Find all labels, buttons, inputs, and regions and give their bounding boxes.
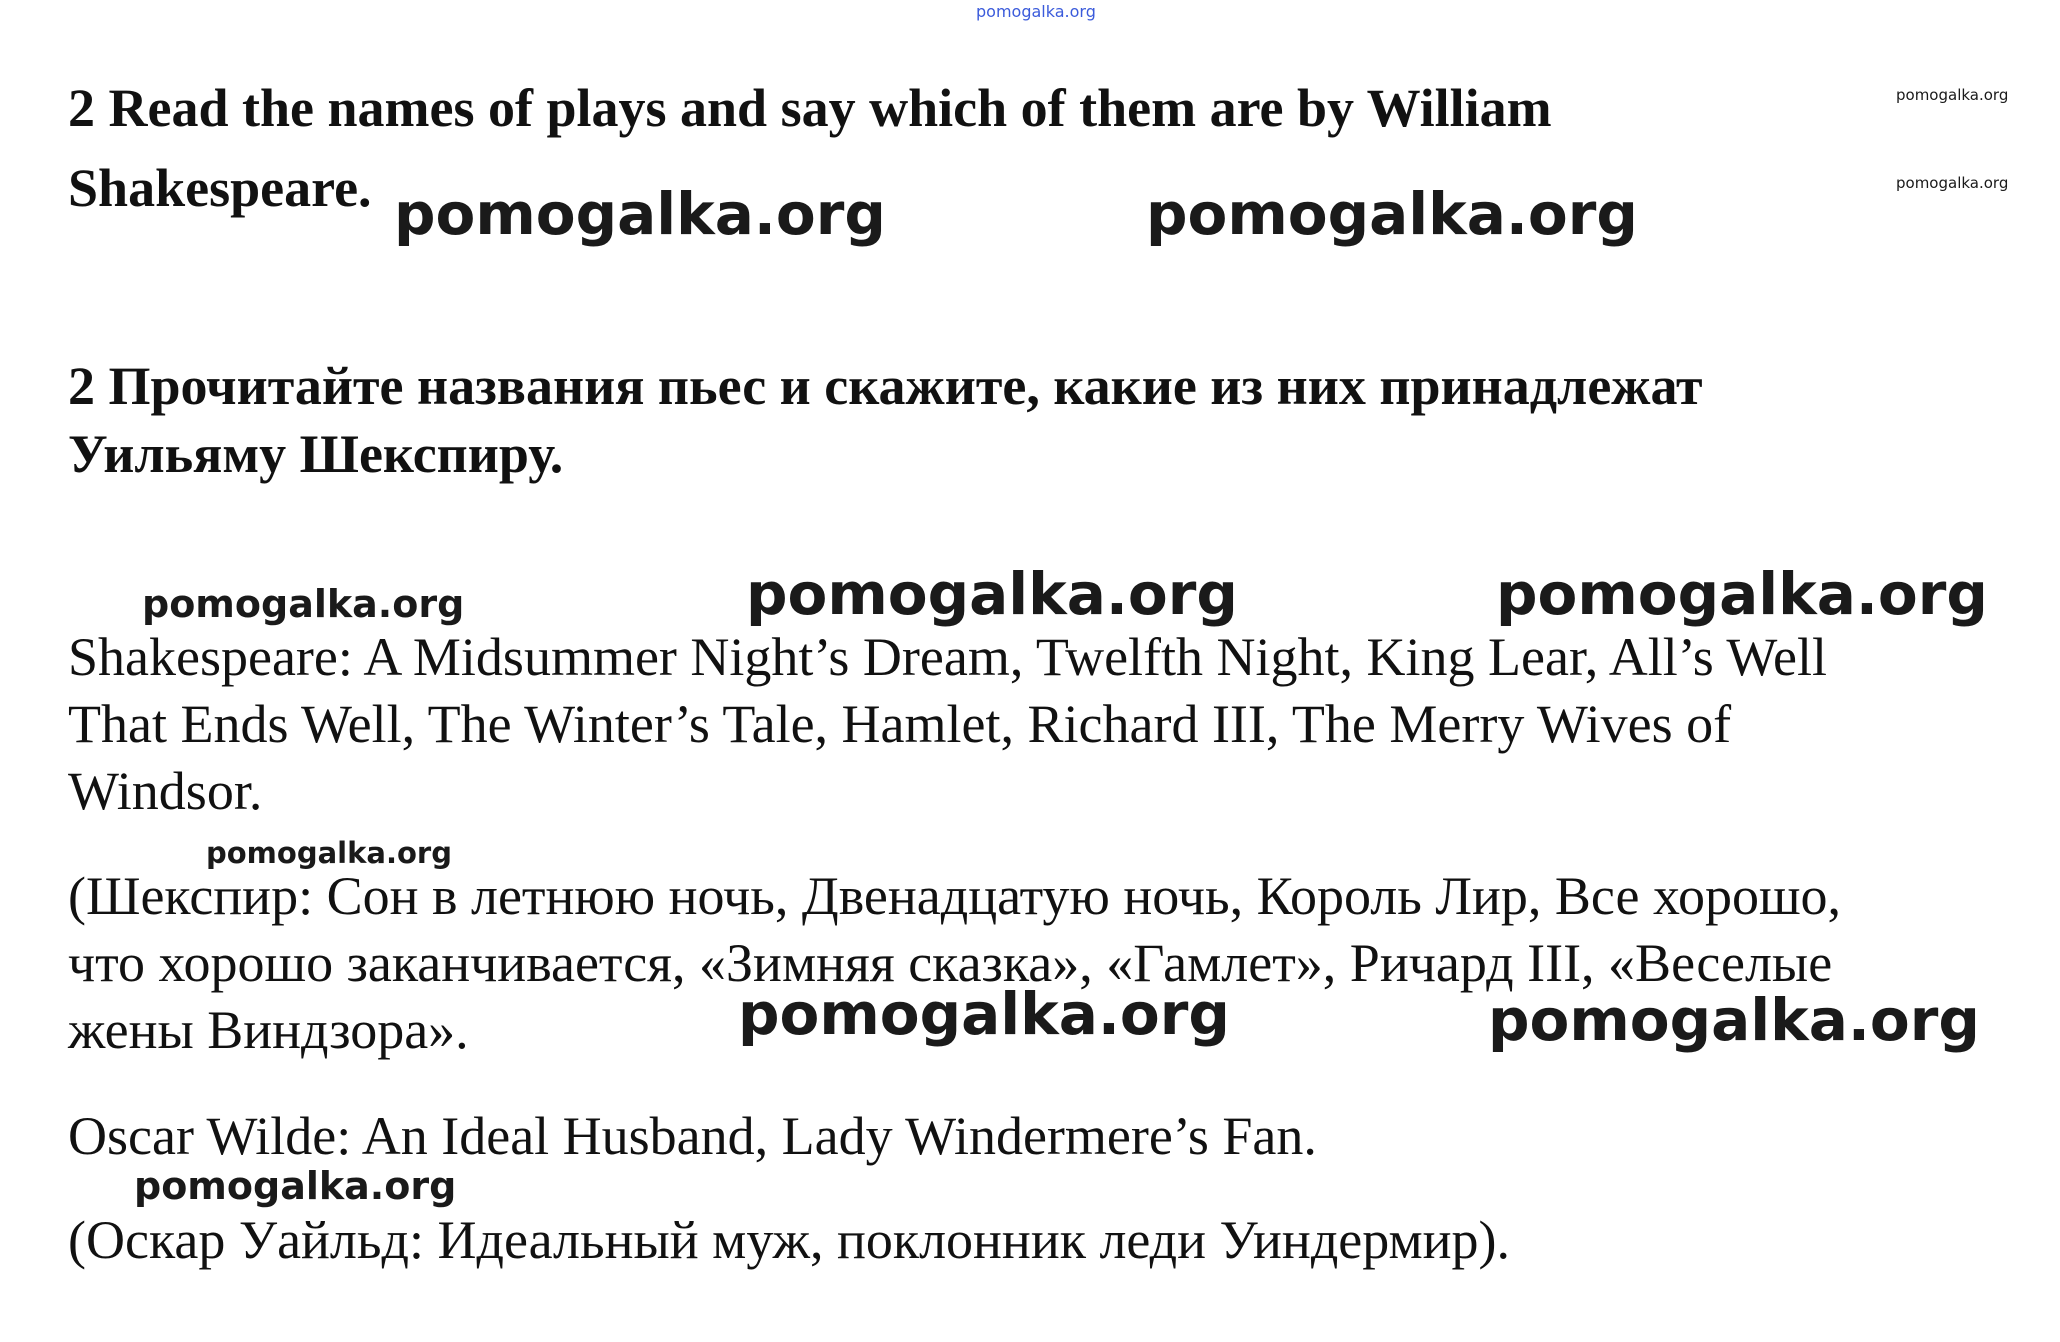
task-heading-ru-line1: 2 Прочитайте названия пьес и скажите, какие из них принадлежат — [68, 356, 1703, 416]
answer-shakespeare-ru-line2: что хорошо заканчивается, «Зимняя сказка», «Гамлет», Ричард III, «Веселые — [68, 933, 1833, 993]
task-heading-en-line1: 2 Read the names of plays and say which of them are by William — [68, 78, 1552, 138]
answer-shakespeare-en-line1: Shakespeare: A Midsummer Night’s Dream, Twelfth Night, King Lear, All’s Well — [68, 627, 1827, 687]
watermark-large-5: pomogalka.org — [738, 980, 1230, 1048]
watermark-large-1: pomogalka.org — [394, 180, 886, 248]
watermark-med-1: pomogalka.org — [142, 582, 465, 626]
answer-shakespeare-en-line2: That Ends Well, The Winter’s Tale, Hamlet, Richard III, The Merry Wives of — [68, 694, 1732, 754]
watermark-large-2: pomogalka.org — [1146, 180, 1638, 248]
answer-shakespeare-ru-line1: (Шекспир: Сон в летнюю ночь, Двенадцатую ночь, Король Лир, Все хорошо, — [68, 866, 1842, 926]
watermark-small-1: pomogalka.org — [206, 836, 452, 870]
watermark-large-3: pomogalka.org — [746, 560, 1238, 628]
answer-wilde-en-line1: Oscar Wilde: An Ideal Husband, Lady Windermere’s Fan. — [68, 1106, 1317, 1166]
answer-shakespeare-en-line3: Windsor. — [68, 761, 263, 821]
task-heading-ru-line2: Уильяму Шекспиру. — [68, 424, 564, 484]
watermark-large-4: pomogalka.org — [1496, 560, 1988, 628]
answer-shakespeare-ru-line3: жены Виндзора». — [68, 1000, 469, 1060]
watermark-tiny-2: pomogalka.org — [1896, 174, 2009, 192]
answer-wilde-ru-line1: (Оскар Уайльд: Идеальный муж, поклонник леди Уиндермир). — [68, 1210, 1510, 1270]
header-watermark: pomogalka.org — [976, 2, 1096, 21]
watermark-tiny-1: pomogalka.org — [1896, 86, 2009, 104]
watermark-large-6: pomogalka.org — [1488, 986, 1980, 1054]
task-heading-en-line2: Shakespeare. — [68, 158, 372, 218]
watermark-med-2: pomogalka.org — [134, 1164, 457, 1208]
